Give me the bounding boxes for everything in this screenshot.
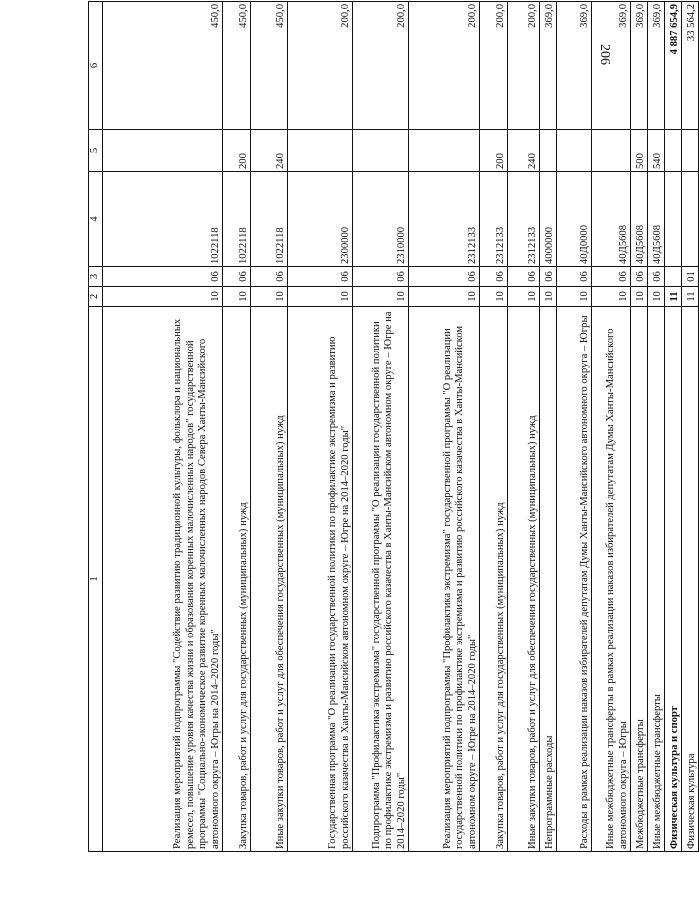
table-row [353, 2, 409, 852]
table-row [223, 2, 251, 852]
target-article-cell: 1022118 [251, 172, 288, 267]
subsection-code-cell: 06 [103, 267, 223, 287]
section-code-cell: 10 [409, 287, 480, 307]
section-code-cell: 10 [223, 287, 251, 307]
row-name-cell: Иные закупки товаров, работ и услуг для обеспечения государственных (муниципальных) нужд [251, 307, 288, 852]
expense-type-cell: 500 [631, 130, 648, 172]
target-article-cell: 40Д5608 [631, 172, 648, 267]
target-article-cell: 40Д0000 [557, 172, 592, 267]
target-article-cell: 2312133 [409, 172, 480, 267]
section-code-cell: 10 [648, 287, 665, 307]
row-name-cell: Закупка товаров, работ и услуг для государственных (муниципальных) нужд [223, 307, 251, 852]
row-name-cell: Физическая культура [682, 307, 699, 852]
table-row [103, 2, 223, 852]
column-header: 5 [89, 130, 103, 172]
section-code-cell: 11 [682, 287, 699, 307]
subsection-code-cell: 06 [540, 267, 557, 287]
table-row [592, 2, 631, 852]
budget-table [88, 1, 699, 852]
amount-cell: 369,0 [648, 2, 665, 130]
subsection-code-cell: 06 [251, 267, 288, 287]
target-article-cell: 4000000 [540, 172, 557, 267]
table-row [508, 2, 540, 852]
target-article-cell [665, 172, 682, 267]
row-name-cell: Государственная программа "О реализации государственной политики по профилактике экстремизма и развитию российского казачества в Ханты-Мансийском автономном округе – Югре на 2014–2020 годы" [288, 307, 353, 852]
column-header: 4 [89, 172, 103, 267]
table-row [409, 2, 480, 852]
target-article-cell [682, 172, 699, 267]
subsection-code-cell: 06 [648, 267, 665, 287]
row-name-cell: Иные межбюджетные трансферты [648, 307, 665, 852]
target-article-cell: 2300000 [288, 172, 353, 267]
table-row [540, 2, 557, 852]
amount-cell: 4 887 654,9 [665, 2, 682, 130]
subsection-code-cell: 06 [353, 267, 409, 287]
amount-cell: 33 564,2 [682, 2, 699, 130]
row-name-cell: Непрограммные расходы [540, 307, 557, 852]
column-header: 1 [89, 307, 103, 852]
column-header: 2 [89, 287, 103, 307]
row-name-cell: Закупка товаров, работ и услуг для государственных (муниципальных) нужд [480, 307, 508, 852]
subsection-code-cell: 06 [631, 267, 648, 287]
column-header: 6 [89, 2, 103, 130]
expense-type-cell [540, 130, 557, 172]
row-name-cell: Расходы в рамках реализации наказов избирателей депутатам Думы Ханты-Мансийского автономного округа – Югры [557, 307, 592, 852]
amount-cell: 450,0 [103, 2, 223, 130]
target-article-cell: 1022118 [223, 172, 251, 267]
row-name-cell: Иные межбюджетные трансферты в рамках реализации наказов избирателей депутатам Думы Ханты-Мансийского автономного округа – Югры [592, 307, 631, 852]
row-name-cell: Реализация мероприятий подпрограммы "Профилактика экстремизма" государственной программы "О реализации государственной политики по профилактике экстремизма и развитию российского казачества в Ханты-Мансийском автономном округе – Югре на 2014–2020 годы" [409, 307, 480, 852]
subsection-code-cell: 01 [682, 267, 699, 287]
expense-type-cell [353, 130, 409, 172]
expense-type-cell: 200 [223, 130, 251, 172]
section-code-cell: 10 [480, 287, 508, 307]
amount-cell: 200,0 [508, 2, 540, 130]
page-number: 206 [597, 44, 612, 65]
table-row [648, 2, 665, 852]
expense-type-cell [557, 130, 592, 172]
section-code-cell: 10 [288, 287, 353, 307]
section-code-cell: 10 [103, 287, 223, 307]
expense-type-cell: 540 [648, 130, 665, 172]
subsection-code-cell: 06 [508, 267, 540, 287]
subsection-code-cell: 06 [480, 267, 508, 287]
target-article-cell: 1022118 [103, 172, 223, 267]
header-row [89, 2, 103, 852]
expense-type-cell [103, 130, 223, 172]
amount-cell: 369,0 [540, 2, 557, 130]
column-header: 3 [89, 267, 103, 287]
expense-type-cell: 240 [251, 130, 288, 172]
amount-cell: 200,0 [288, 2, 353, 130]
table-row [631, 2, 648, 852]
subsection-code-cell: 06 [592, 267, 631, 287]
target-article-cell: 2312133 [480, 172, 508, 267]
amount-cell: 200,0 [409, 2, 480, 130]
section-code-cell: 10 [592, 287, 631, 307]
amount-cell: 200,0 [353, 2, 409, 130]
table-row [480, 2, 508, 852]
row-name-cell: Межбюджетные трансферты [631, 307, 648, 852]
section-code-cell: 10 [557, 287, 592, 307]
amount-cell: 450,0 [251, 2, 288, 130]
amount-cell: 369,0 [631, 2, 648, 130]
amount-cell: 450,0 [223, 2, 251, 130]
section-code-cell: 10 [631, 287, 648, 307]
subsection-code-cell: 06 [557, 267, 592, 287]
table-row [665, 2, 682, 852]
subsection-code-cell: 06 [223, 267, 251, 287]
subsection-code-cell [665, 267, 682, 287]
table-row [557, 2, 592, 852]
target-article-cell: 2312133 [508, 172, 540, 267]
table-row [682, 2, 699, 852]
section-code-cell: 10 [540, 287, 557, 307]
amount-cell: 369,0 [557, 2, 592, 130]
target-article-cell: 40Д5608 [648, 172, 665, 267]
expense-type-cell [409, 130, 480, 172]
section-code-cell: 11 [665, 287, 682, 307]
expense-type-cell [682, 130, 699, 172]
expense-type-cell: 200 [480, 130, 508, 172]
section-code-cell: 10 [251, 287, 288, 307]
amount-cell: 369,0 [592, 2, 631, 130]
expense-type-cell [665, 130, 682, 172]
expense-type-cell [288, 130, 353, 172]
amount-cell: 200,0 [480, 2, 508, 130]
table-row [288, 2, 353, 852]
row-name-cell: Иные закупки товаров, работ и услуг для обеспечения государственных (муниципальных) нужд [508, 307, 540, 852]
expense-type-cell: 240 [508, 130, 540, 172]
expense-type-cell [592, 130, 631, 172]
row-name-cell: Физическая культура и спорт [665, 307, 682, 852]
subsection-code-cell: 06 [288, 267, 353, 287]
section-code-cell: 10 [353, 287, 409, 307]
subsection-code-cell: 06 [409, 267, 480, 287]
target-article-cell: 2310000 [353, 172, 409, 267]
row-name-cell: Реализация мероприятий подпрограммы "Содействие развитию традиционной культуры, фольклора и национальных ремесел, повышение уровня качества жизни и образования коренных малочисленных народов" государственной программы "Социально-экономическое развитие коренных малочисленных народов Севера Ханты-Мансийского автономного округа – Югры на 2014–2020 годы" [103, 307, 223, 852]
section-code-cell: 10 [508, 287, 540, 307]
row-name-cell: Подпрограмма "Профилактика экстремизма" государственной программы "О реализации государственной политики по профилактике экстремизма и развитию российского казачества в Ханты-Мансийском автономном округе – Югре на 2014–2020 годы" [353, 307, 409, 852]
target-article-cell: 40Д5608 [592, 172, 631, 267]
table-row [251, 2, 288, 852]
